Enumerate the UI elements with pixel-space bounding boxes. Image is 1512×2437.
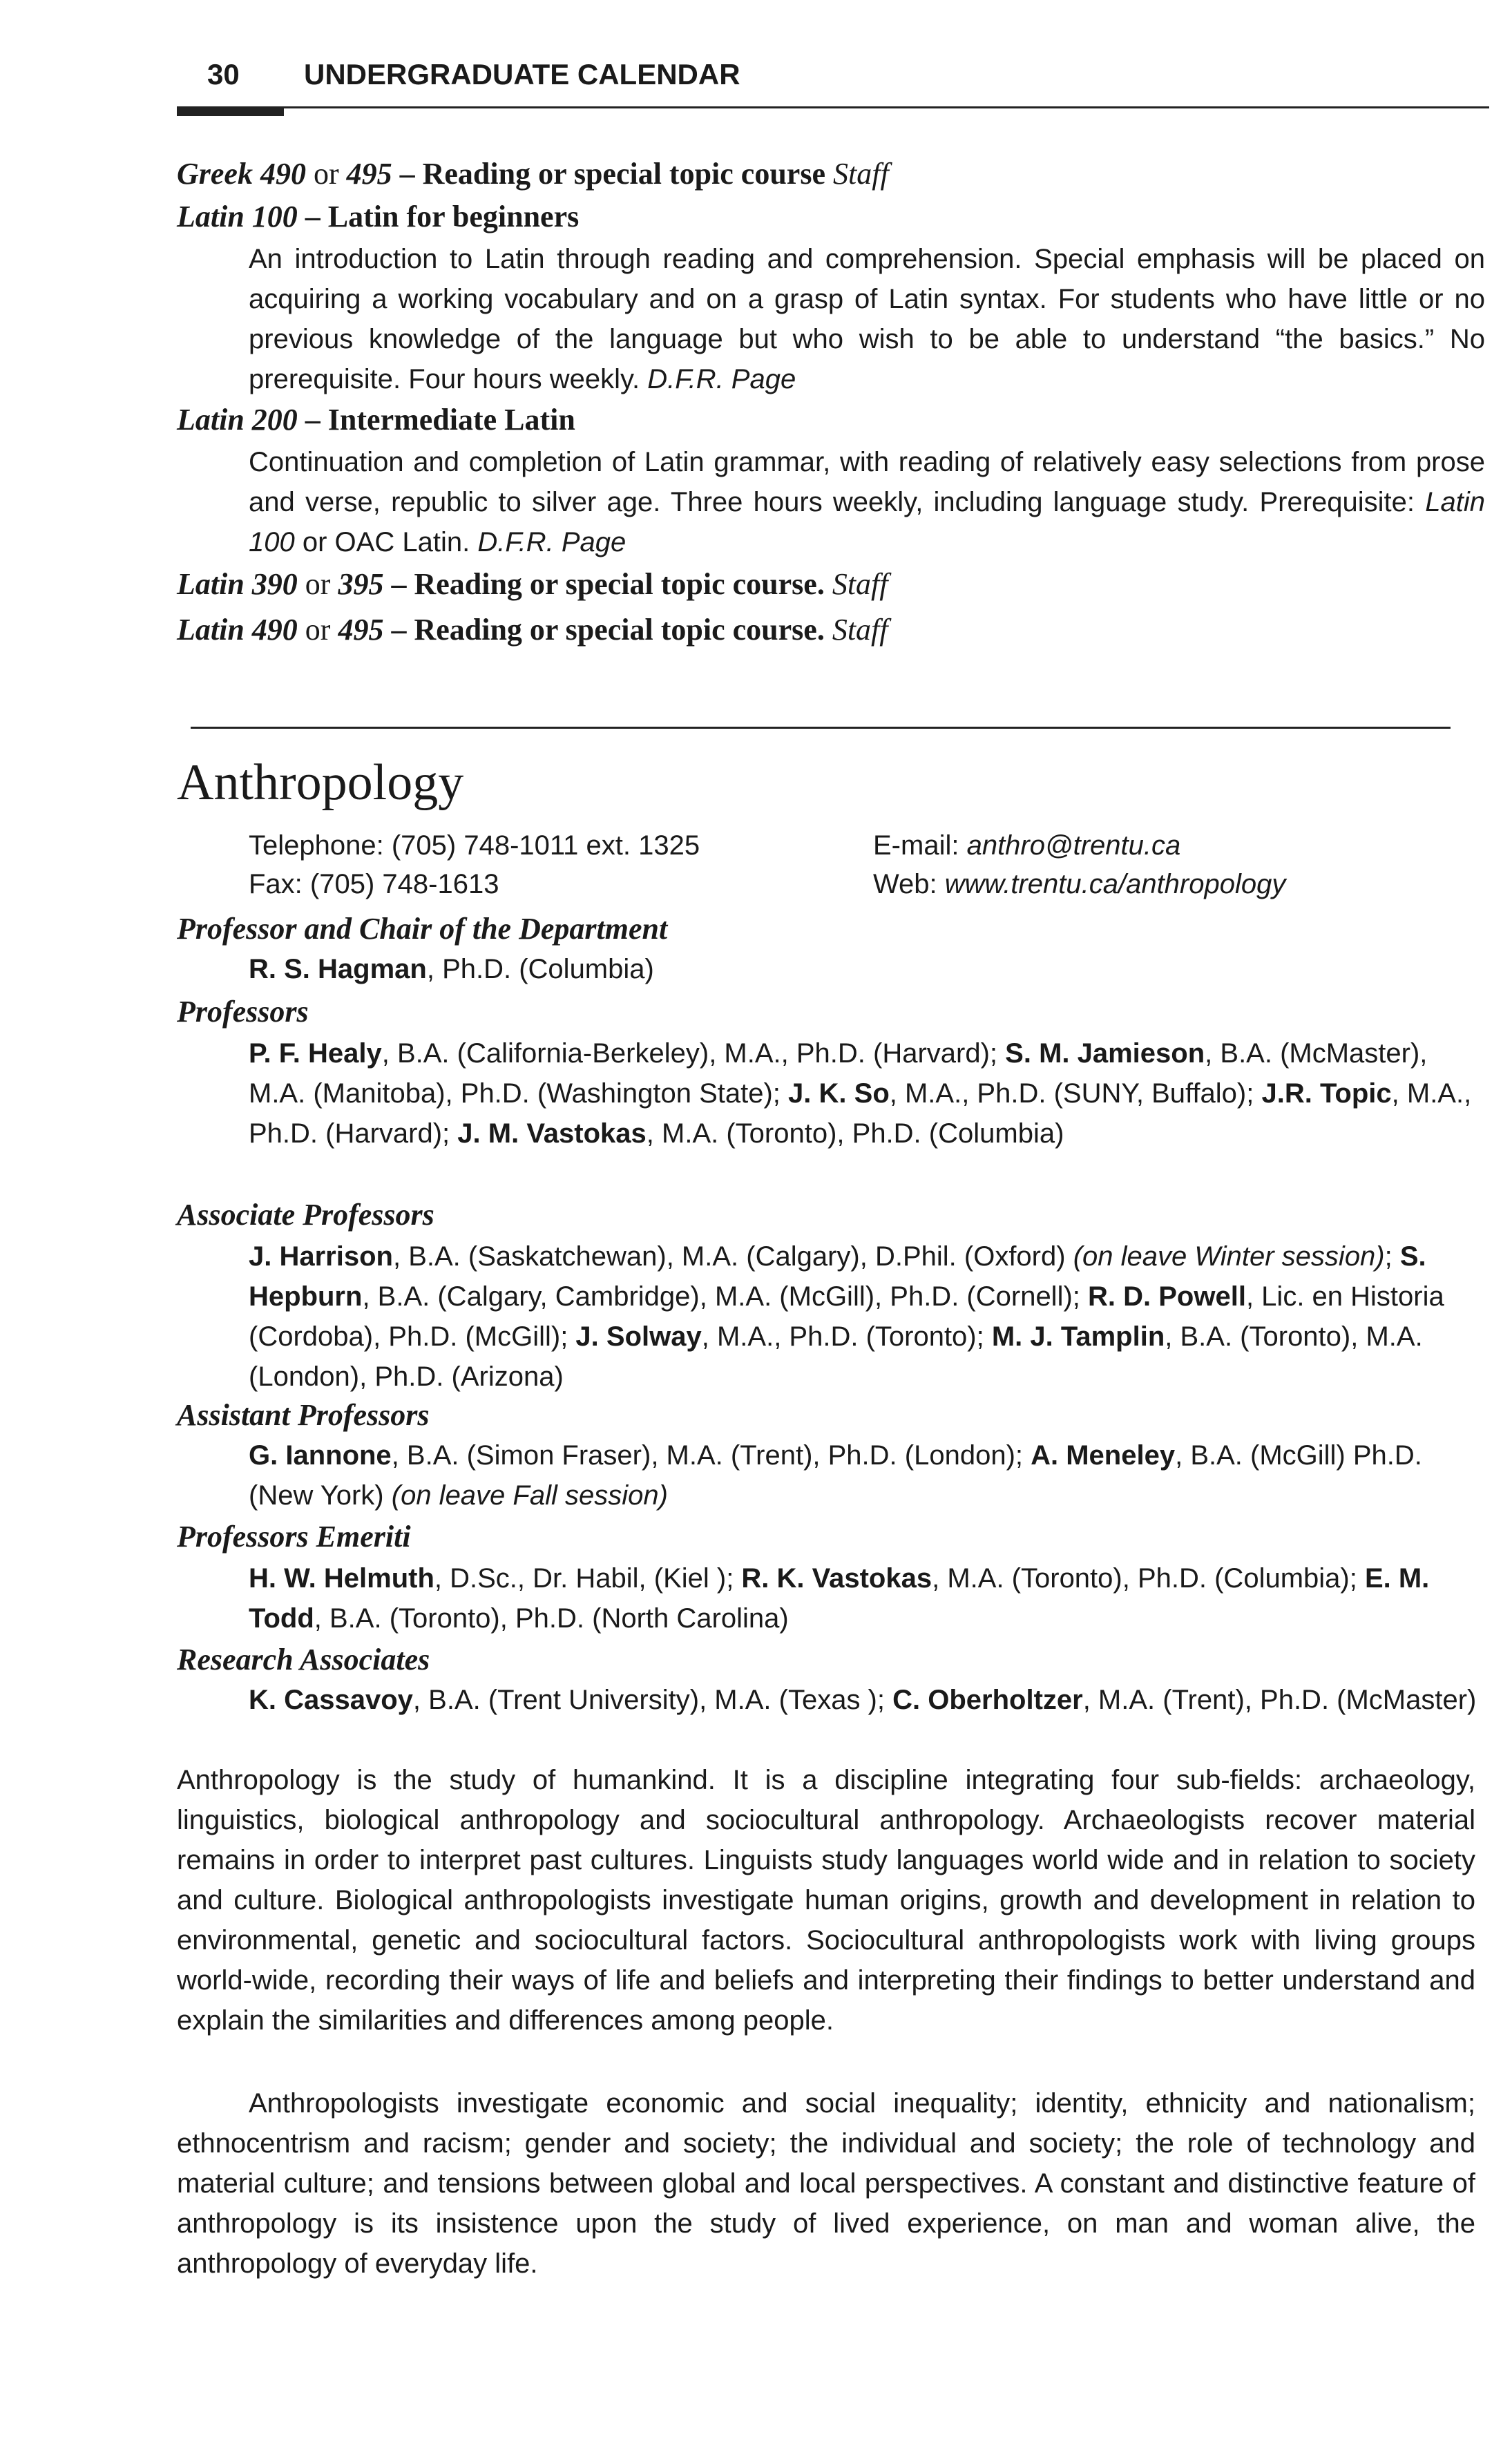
course-code: Latin 200 <box>177 403 298 437</box>
faculty-name: J. K. So <box>788 1078 890 1109</box>
page-number: 30 <box>207 58 240 90</box>
faculty-name: C. Oberholtzer <box>892 1685 1083 1715</box>
course-greek-490 <box>177 153 1475 195</box>
web-link[interactable]: www.trentu.ca/anthropology <box>944 869 1286 899</box>
course-instructor: Staff <box>824 567 888 601</box>
course-description <box>249 239 1485 399</box>
professors-list <box>249 1033 1485 1154</box>
course-instructor: Staff <box>824 613 888 647</box>
paragraph-text: Anthropologists investigate economic and social inequality; identity, ethnicity and nationalism; ethnocentrism and racism; gender and society; the individual and society; the role of technology and material culture; and tensions between global and local perspectives. A constant and distinctive feature of anthropology is its insistence upon the study of lived experience, on man and woman alive, the anthropology of everyday life. <box>177 2088 1475 2279</box>
faculty-name: K. Cassavoy <box>249 1685 413 1715</box>
fax: Fax: (705) 748-1613 <box>249 869 499 899</box>
course-code: Latin 490 <box>177 613 298 647</box>
prerequisite-rest: or OAC Latin. <box>294 527 478 557</box>
intro-paragraph: Anthropology is the study of humankind. It is a discipline integrating four sub-fields: archaeology, linguistics, biological anthropology and sociocultural anthropology. Archaeologists recover material remains in order to interpret past cultures. Linguists study languages world wide and in relation to society and culture. Biological anthropologists investigate human origins, growth and development in relation to environmental, genetic and sociocultural factors. Sociocultural anthropologists work with living groups world-wide, recording their ways of life and beliefs and interpreting their findings to better understand and explain the similarities and differences among people. <box>177 1765 1475 2036</box>
research-list <box>249 1680 1485 1720</box>
email-label: E-mail: <box>873 830 967 861</box>
web-label: Web: <box>873 869 945 899</box>
header-tab-bar <box>177 106 284 116</box>
course-sep: – <box>297 403 328 437</box>
faculty-credentials: , B.A. (Saskatchewan), M.A. (Calgary), D.Phil. (Oxford) <box>392 1241 1073 1272</box>
course-name: Reading or special topic course <box>422 157 825 191</box>
faculty-credentials: , Ph.D. (Columbia) <box>426 954 654 984</box>
course-latin-490 <box>177 609 1475 651</box>
chair-list <box>249 949 1485 989</box>
assistants-list <box>249 1435 1485 1516</box>
faculty-credentials: , B.A. (McGill) Ph.D. (New York) <box>249 1440 1422 1511</box>
course-instructor: Staff <box>825 157 889 191</box>
emeriti-heading: Professors Emeriti <box>177 1520 411 1554</box>
faculty-name: H. W. Helmuth <box>249 1563 434 1594</box>
chair-heading: Professor and Chair of the Department <box>177 912 668 946</box>
faculty-credentials: , M.A. (Toronto), Ph.D. (Columbia) <box>646 1118 1064 1149</box>
description-text: Continuation and completion of Latin grammar, with reading of relatively easy selections from prose and verse, republic to silver age. Three hours weekly, including language study. Prerequisite: <box>249 447 1485 517</box>
faculty-credentials: , D.Sc., Dr. Habil, (Kiel ); <box>434 1563 742 1594</box>
section-title: Anthropology <box>177 754 464 811</box>
faculty-credentials: , M.A., Ph.D. (Harvard); <box>249 1078 1472 1149</box>
running-header <box>207 58 1485 91</box>
course-latin-390 <box>177 564 1475 605</box>
course-or: or <box>297 613 338 647</box>
faculty-name: R. D. Powell <box>1088 1281 1246 1312</box>
research-heading: Research Associates <box>177 1643 430 1676</box>
faculty-credentials: , B.A. (California-Berkeley), M.A., Ph.D. (Harvard); <box>381 1038 1006 1069</box>
faculty-name: R. K. Vastokas <box>741 1563 932 1594</box>
faculty-name: P. F. Healy <box>249 1038 382 1069</box>
leave-note: (on leave Winter session) <box>1073 1241 1385 1272</box>
second-paragraph <box>177 2083 1475 2284</box>
course-sep: – <box>383 613 414 647</box>
course-latin-200 <box>177 399 1475 441</box>
course-code-alt: 495 <box>346 157 392 191</box>
faculty-name: G. Iannone <box>249 1440 392 1471</box>
faculty-name: A. Meneley <box>1031 1440 1176 1471</box>
faculty-credentials: , M.A., Ph.D. (Toronto); <box>701 1321 992 1352</box>
email-link[interactable]: anthro@trentu.ca <box>966 830 1181 861</box>
prerequisite-course: Latin 100 <box>249 487 1485 557</box>
section-divider <box>191 727 1451 729</box>
web-line <box>873 865 1285 904</box>
course-name: Reading or special topic course. <box>414 567 825 601</box>
course-instructor: D.F.R. Page <box>647 364 796 394</box>
faculty-name: J. Harrison <box>249 1241 393 1272</box>
course-name: Intermediate Latin <box>327 403 575 437</box>
faculty-credentials: , M.A. (Toronto), Ph.D. (Columbia); <box>932 1563 1365 1594</box>
course-description <box>249 442 1485 562</box>
course-name: Latin for beginners <box>327 200 580 233</box>
leave-note: (on leave Fall session) <box>391 1480 668 1511</box>
faculty-credentials: , M.A., Ph.D. (SUNY, Buffalo); <box>889 1078 1262 1109</box>
emeriti-list <box>249 1558 1485 1638</box>
faculty-credentials: , B.A. (Toronto), Ph.D. (North Carolina) <box>314 1603 789 1634</box>
course-code: Latin 100 <box>177 200 298 233</box>
faculty-name: M. J. Tamplin <box>991 1321 1165 1352</box>
faculty-credentials: , M.A. (Trent), Ph.D. (McMaster) <box>1082 1685 1477 1715</box>
email-line <box>873 826 1180 865</box>
faculty-credentials: , B.A. (Simon Fraser), M.A. (Trent), Ph.D. (London); <box>391 1440 1031 1471</box>
associates-list <box>249 1236 1485 1397</box>
course-name: Reading or special topic course. <box>414 613 825 647</box>
faculty-name: S. M. Jamieson <box>1005 1038 1205 1069</box>
faculty-name: J.R. Topic <box>1261 1078 1392 1109</box>
course-instructor: D.F.R. Page <box>477 527 626 557</box>
course-code: Latin 390 <box>177 567 298 601</box>
header-rule <box>177 106 1489 108</box>
course-code-alt: 495 <box>338 613 384 647</box>
running-header-title: UNDERGRADUATE CALENDAR <box>304 58 740 90</box>
faculty-credentials: , B.A. (McMaster), M.A. (Manitoba), Ph.D. (Washington State); <box>249 1038 1428 1109</box>
faculty-name: S. Hepburn <box>249 1241 1426 1312</box>
professors-heading: Professors <box>177 995 309 1029</box>
course-code: Greek 490 <box>177 157 306 191</box>
course-latin-100 <box>177 196 1475 238</box>
associate-heading: Associate Professors <box>177 1198 434 1232</box>
course-or: or <box>305 157 347 191</box>
assistant-heading: Assistant Professors <box>177 1398 430 1432</box>
faculty-credentials: , B.A. (Calgary, Cambridge), M.A. (McGill), Ph.D. (Cornell); <box>362 1281 1089 1312</box>
faculty-credentials: , B.A. (Toronto), M.A. (London), Ph.D. (Arizona) <box>249 1321 1423 1392</box>
course-sep: – <box>392 157 423 191</box>
faculty-name: J. Solway <box>575 1321 702 1352</box>
description-text: An introduction to Latin through reading and comprehension. Special emphasis will be placed on acquiring a working vocabulary and on a grasp of Latin syntax. For students who have little or no previous knowledge of the language but who wish to be able to understand “the basics.” No prerequisite. Four hours weekly. <box>249 244 1485 394</box>
faculty-credentials: , Lic. en Historia (Cordoba), Ph.D. (McGill); <box>249 1281 1444 1352</box>
faculty-name: R. S. Hagman <box>249 954 427 984</box>
faculty-name: E. M. Todd <box>249 1563 1430 1634</box>
faculty-credentials: , B.A. (Trent University), M.A. (Texas ); <box>412 1685 893 1715</box>
course-sep: – <box>383 567 414 601</box>
faculty-name: J. M. Vastokas <box>457 1118 647 1149</box>
separator: ; <box>1384 1241 1400 1272</box>
course-or: or <box>297 567 338 601</box>
telephone: Telephone: (705) 748-1011 ext. 1325 <box>249 830 700 861</box>
course-code-alt: 395 <box>338 567 384 601</box>
course-sep: – <box>297 200 328 233</box>
